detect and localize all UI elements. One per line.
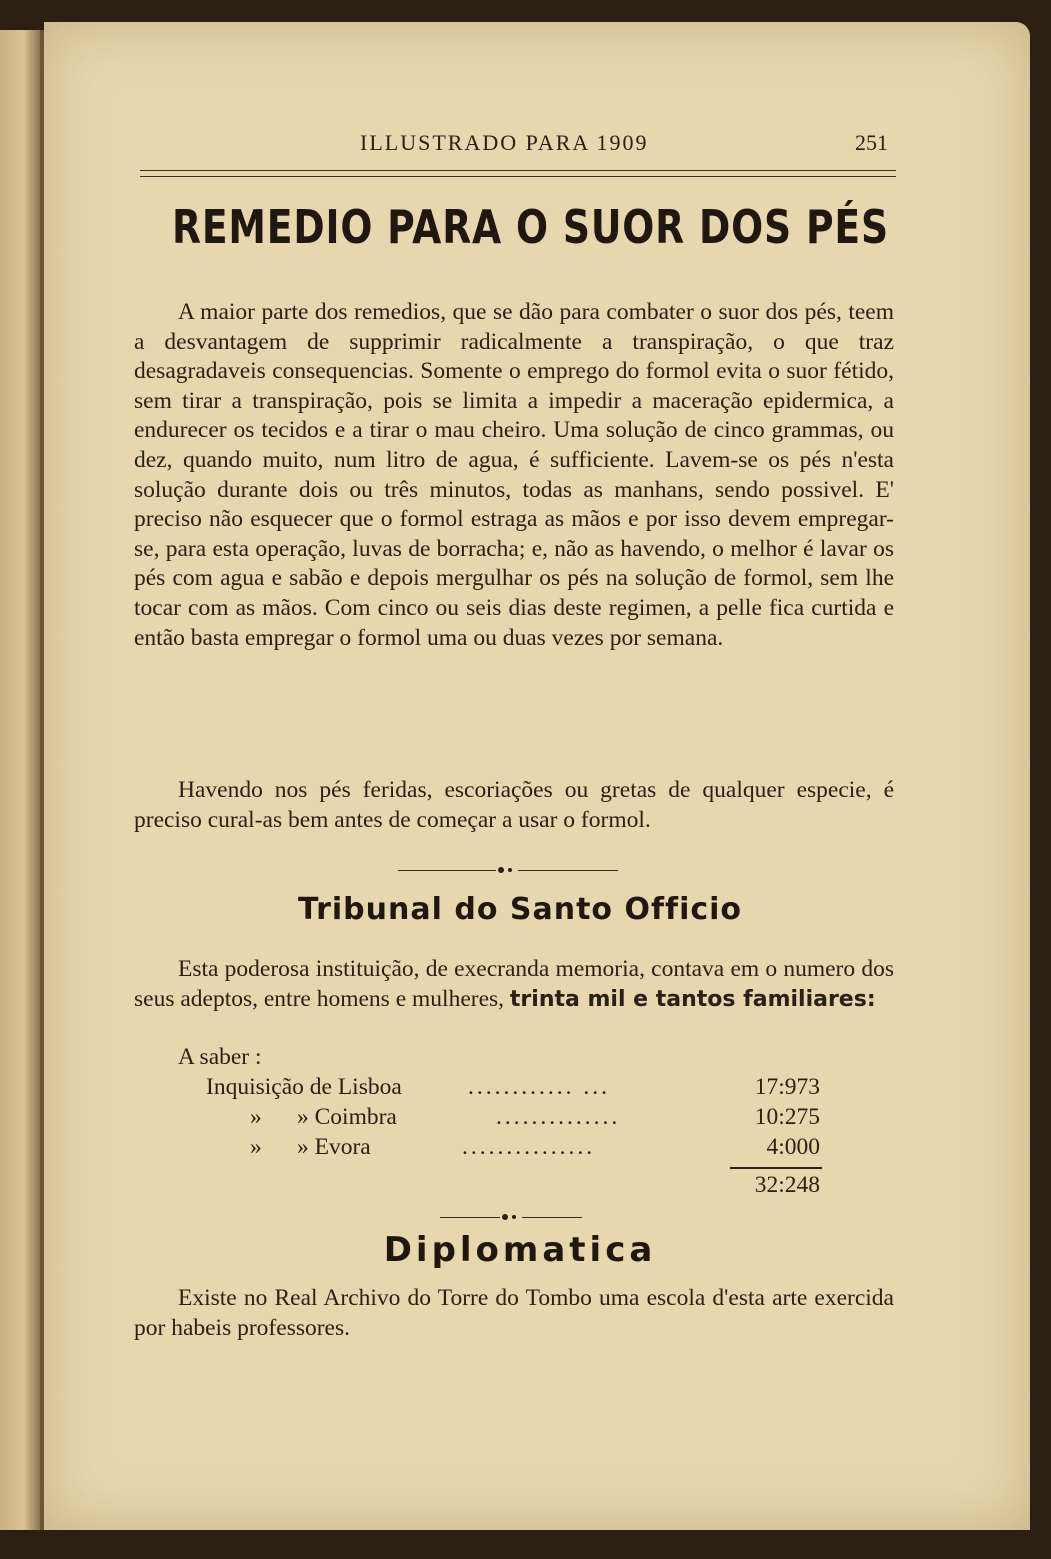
sum-rule	[730, 1167, 822, 1169]
table-row	[206, 1074, 820, 1104]
row-label: Inquisição de Lisboa	[206, 1074, 402, 1100]
section-divider-ornament	[398, 866, 618, 876]
saber-label: A saber :	[178, 1044, 262, 1070]
header-double-rule	[140, 170, 896, 177]
page-number: 251	[855, 130, 888, 155]
section-divider-ornament	[440, 1213, 582, 1223]
row-label: » » Evora	[250, 1134, 371, 1160]
table-row	[250, 1134, 820, 1164]
article-title-remedio: REMEDIO PARA O SUOR DOS PÉS	[171, 200, 889, 254]
tribunal-bold-phrase: trinta mil e tantos familiares:	[509, 986, 876, 1012]
left-page-edge	[0, 30, 40, 1530]
row-leader-dots: ...............	[462, 1134, 596, 1160]
diplomatica-paragraph: Existe no Real Archivo do Torre do Tombo uma escola d'esta arte exercida por habeis professores.	[134, 1285, 894, 1341]
article-title-diplomatica: Diplomatica	[383, 1230, 657, 1270]
row-leader-dots: ............ ...	[468, 1074, 610, 1100]
table-total: 32:248	[754, 1172, 820, 1198]
row-label: » » Coimbra	[250, 1104, 397, 1130]
article-paragraph-1: A maior parte dos remedios, que se dão para combater o suor dos pés, teem a desvantagem de supprimir radicalmente a transpiração, o que traz desagradaveis consequencias. Somente o emprego do formol evita o suor fétido, sem tirar a transpiração, pois se limita a impedir a maceração epidermica, a endurecer os tecidos e a tirar o mau cheiro. Uma solução de cinco grammas, ou dez, quando muito, num litro de agua, é sufficiente. Lavem-se os pés n'esta solução durante dois ou três minutos, todas as manhans, sendo possivel. E' preciso não esquecer que o formol estraga as mãos e por isso devem empregar-se, para esta operação, luvas de borracha; e, não as havendo, o melhor é lavar os pés com agua e sabão e depois mergulhar os pés na solução de formol, sem lhe tocar com as mãos. Com cinco ou seis dias deste regimen, a pelle fica curtida e então basta empregar o formol uma ou duas vezes por semana.	[134, 299, 894, 651]
row-value: 10:275	[754, 1104, 820, 1130]
row-value: 17:973	[754, 1074, 820, 1100]
tribunal-paragraph-text: Esta poderosa instituição, de execranda memoria, contava em o numero dos seus adeptos, entre homens e mulheres,	[134, 956, 894, 1012]
tribunal-paragraph	[134, 955, 894, 1014]
row-leader-dots: ..............	[496, 1104, 621, 1130]
running-title: ILLUSTRADO PARA 1909	[360, 130, 649, 155]
article-paragraph-2: Havendo nos pés feridas, escoriações ou gretas de qualquer especie, é preciso cural-as bem antes de começar a usar o formol.	[134, 777, 894, 833]
row-value: 4:000	[766, 1134, 820, 1160]
page-header	[96, 110, 896, 155]
article-title-tribunal: Tribunal do Santo Officio	[297, 892, 743, 927]
table-row	[250, 1104, 820, 1134]
